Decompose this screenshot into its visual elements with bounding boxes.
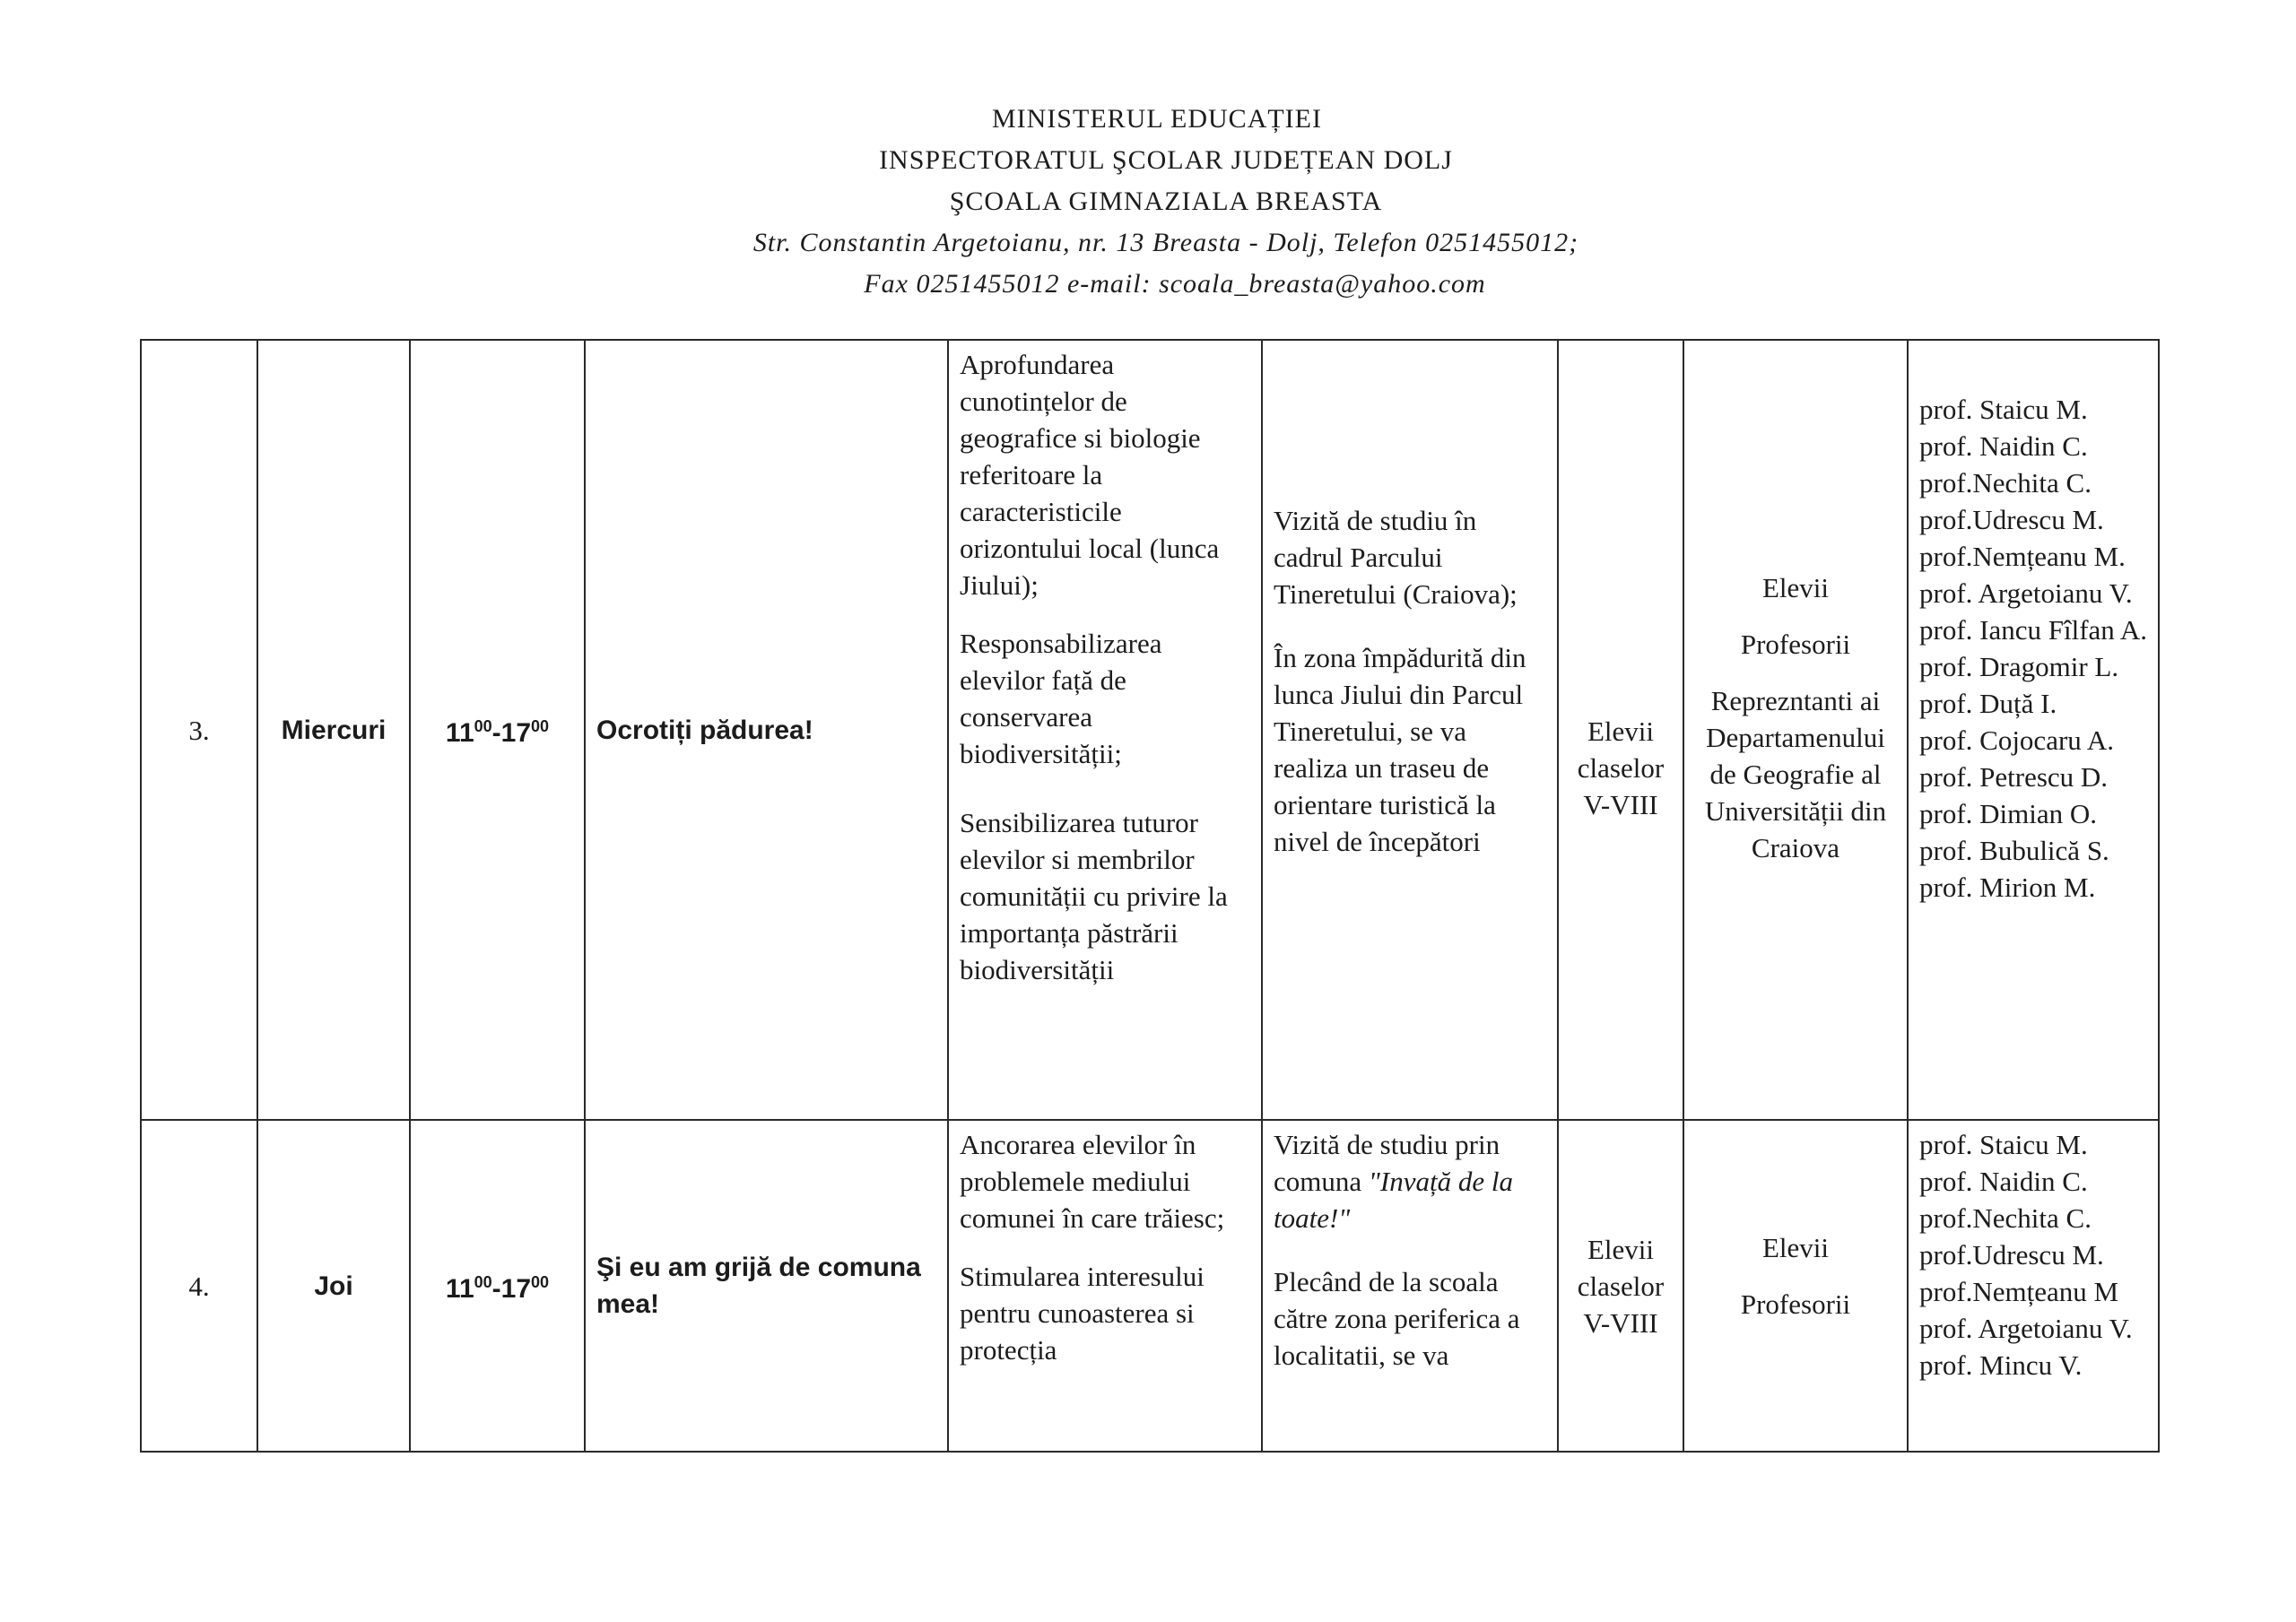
objective-item: Stimularea interesului pentru cunoasterea si protecția xyxy=(960,1261,1205,1366)
responsible-item: prof. Staicu M. xyxy=(1919,1129,2088,1160)
responsible-item: prof. Dragomir L. xyxy=(1919,651,2119,682)
responsible-item: prof. Iancu Fîlfan A. xyxy=(1919,614,2147,646)
responsible-item: prof.Udrescu M. xyxy=(1919,504,2104,535)
responsible-item: prof. Naidin C. xyxy=(1919,430,2088,462)
day-cell: Miercuri xyxy=(257,340,410,1120)
responsible-cell xyxy=(1908,340,2159,1120)
responsible-item: prof. Cojocaru A. xyxy=(1919,724,2114,756)
contact-line: Fax 0251455012 e-mail: scoala_breasta@yahoo.com xyxy=(864,269,1486,299)
participant-item: Profesorii xyxy=(1740,1288,1851,1320)
row-number: 3. xyxy=(141,340,257,1120)
responsible-item: prof.Nemțeanu M xyxy=(1919,1276,2119,1307)
responsible-item: prof. Mirion M. xyxy=(1919,872,2096,903)
responsible-item: prof. Staicu M. xyxy=(1919,394,2088,425)
responsible-cell xyxy=(1908,1120,2159,1452)
objective-item: Responsabilizarea elevilor față de conservarea biodiversității; xyxy=(960,628,1162,769)
time-cell: $11^{00}-17^{00}$ xyxy=(410,1120,585,1452)
address-line: Str. Constantin Argetoianu, nr. 13 Breasta - Dolj, Telefon 0251455012; xyxy=(752,228,1579,257)
school-name-line: ŞCOALA GIMNAZIALA BREASTA xyxy=(949,186,1383,216)
table-row xyxy=(141,1120,2159,1452)
activity-title: Ocrotiți pădurea! xyxy=(585,340,948,1120)
objective-item: Ancorarea elevilor în problemele mediului comunei în care trăiesc; xyxy=(960,1129,1225,1234)
responsible-item: prof.Nechita C. xyxy=(1919,1202,2092,1234)
responsible-item: prof. Argetoianu V. xyxy=(1919,577,2133,609)
ministry-line: MINISTERUL EDUCAȚIEI xyxy=(991,104,1322,134)
row-number: 4. xyxy=(141,1120,257,1452)
responsible-item: prof.Nemțeanu M. xyxy=(1919,541,2126,572)
activity-item: În zona împădurită din lunca Jiului din Parcul Tineretului, se va realiza un traseu de orientare turistică la nivel de începători xyxy=(1274,642,1526,857)
responsible-item: prof.Nechita C. xyxy=(1919,467,2092,499)
activities-cell xyxy=(1262,1120,1558,1452)
participant-item: Profesorii xyxy=(1740,628,1851,660)
objectives-cell xyxy=(948,340,1262,1120)
table-row xyxy=(141,340,2159,1120)
participant-item: Reprezntanti ai Departamenului de Geografie al Universității din Craiova xyxy=(1704,684,1887,863)
responsible-item: prof. Dimian O. xyxy=(1919,798,2098,829)
responsible-item: prof. Bubulică S. xyxy=(1919,835,2109,866)
participants-cell xyxy=(1683,340,1908,1120)
activity-item: Plecând de la scoala către zona periferica a localitatii, se va xyxy=(1274,1266,1520,1371)
responsible-item: prof. Mincu V. xyxy=(1919,1349,2083,1381)
document-header xyxy=(0,99,2296,305)
responsible-item: prof.Udrescu M. xyxy=(1919,1239,2104,1271)
activity-table xyxy=(140,339,2160,1453)
responsible-item: prof. Naidin C. xyxy=(1919,1166,2088,1197)
activity-item: Vizită de studiu în cadrul Parcului Tineretului (Craiova); xyxy=(1274,505,1518,610)
inspectorate-line: INSPECTORATUL ŞCOLAR JUDEȚEAN DOLJ xyxy=(879,145,1453,175)
objective-item: Sensibilizarea tuturor elevilor si membrilor comunității cu privire la importanța păstrării biodiversității xyxy=(960,807,1228,985)
target-group-cell: Elevii claselor V-VIII xyxy=(1558,340,1683,1120)
responsible-item: prof. Petrescu D. xyxy=(1919,761,2109,793)
participants-cell xyxy=(1683,1120,1908,1452)
participant-item: Elevii xyxy=(1761,571,1830,603)
objective-item: Aprofundarea cunotințelor de geografice si biologie referitoare la caracteristicile orizontului local (lunca Jiului); xyxy=(960,349,1220,601)
activity-title: Şi eu am grijă de comuna mea! xyxy=(585,1120,948,1452)
participant-item: Elevii xyxy=(1761,1232,1830,1263)
responsible-item: prof. Duță I. xyxy=(1919,688,2057,719)
target-group-cell: Elevii claselor V-VIII xyxy=(1558,1120,1683,1452)
activity-item: Vizită de studiu prin comuna "Invață de la toate!" xyxy=(1274,1129,1513,1234)
objectives-cell xyxy=(948,1120,1262,1452)
day-cell: Joi xyxy=(257,1120,410,1452)
responsible-item: prof. Argetoianu V. xyxy=(1919,1313,2133,1344)
activities-cell xyxy=(1262,340,1558,1120)
time-cell: $11^{00}-17^{00}$ xyxy=(410,340,585,1120)
